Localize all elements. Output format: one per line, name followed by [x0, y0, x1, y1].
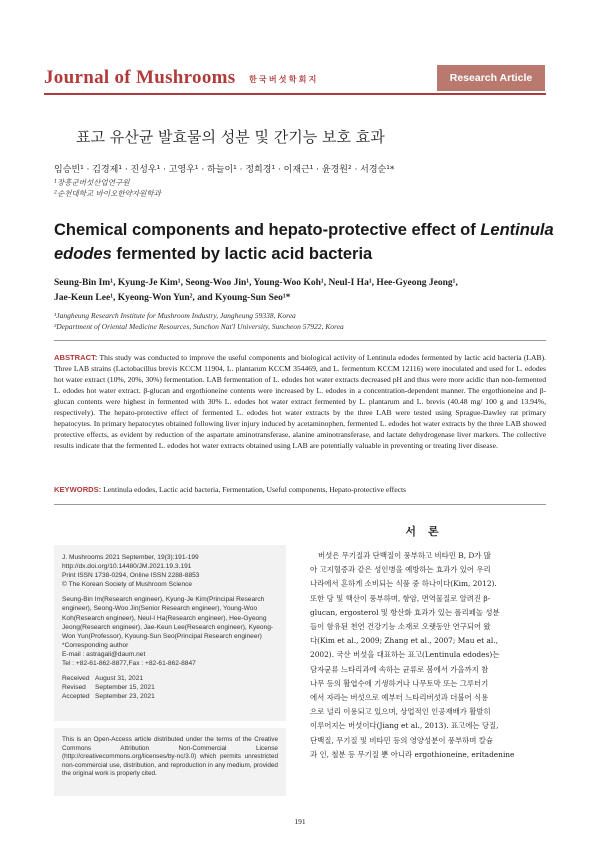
introduction-line: 과 인, 철분 등 무기질 뿐 아니라 ergothioneine, eritadenine	[310, 749, 515, 759]
title-korean: 표고 유산균 발효물의 성분 및 간기능 보호 효과	[76, 128, 385, 146]
header-rule	[44, 93, 546, 95]
affiliation-english-2: ²Department of Oriental Medicine Resources, Sunchon Nat'l University, Suncheon 57922, Korea	[54, 322, 344, 331]
article-info-line: E-mail : astragali@daum.net	[62, 650, 146, 658]
article-info-line: © The Korean Society of Mushroom Science	[62, 581, 193, 589]
introduction-line: 단백질, 무기질 및 비타민 등의 영양성분이 풍부하며 칼슘	[310, 735, 494, 745]
page-number: 191	[294, 817, 306, 826]
affiliation-english-1: ¹Jangheung Research Institute for Mushroom Industry, Jangheung 59338, Korea	[54, 311, 296, 320]
journal-title-korean: 한국버섯학회지	[249, 75, 319, 84]
affiliation-korean-2: ²순천대학교 바이오한약자원학과	[54, 189, 161, 198]
article-info-box	[54, 545, 286, 721]
abstract-text: This study was conducted to improve the useful components and biological activity of Lentinula edodes fermented by lactic acid bacteria (LAB). Three LAB strains (Lactobacillus brevis KCCM 11904, L. plantarum KCCM 354469, and L. fermentum KCCM 12116) were inoculated and used for L. edodes hot water extract (10%, 20%, 30%) fermentation. LAB fermentation of L. edodes hot water extracts decreased pH and thus were more acidic than non-fermented L. edodes hot water extract. β-glucan and ergothioneine contents were increased by L. edodes in a concentration-dependent manner. The ergothioneine and β-glucan contents were highest in fermented with 30% L. edodes hot water extract fermented by L. plantarum and L. brevis (40.48 mg/ 100 g and 13.94%, respectively). The hepato-protective effect of fermented L. edodes hot water extracts by the three LAB were tested using Sprague-Dawley rat primary hepatocytes. In primary hepatocytes obtained following liver injury induced by acetaminophen, fermented L. edodes hot water extracts by the three LAB showed protective effects, as evident by reduction of the aspartate aminotransferase, alanine aminotransferase, and lactate dehydrogenase liver markers. The collective results indicate that the fermented L. edodes hot water extracts obtained using LAB are potentially valuable in preventing or treating liver disease.	[54, 353, 546, 450]
article-date-value: September 15, 2021	[95, 684, 155, 692]
abstract	[54, 352, 546, 451]
article-info-line: Tel : +82-61-862-8877,Fax : +82-61-862-8847	[62, 660, 196, 668]
introduction-line: 버섯은 무기질과 단백질이 풍부하고 비타민 B, D가 많	[318, 551, 491, 560]
article-date-row	[62, 692, 278, 701]
article-date-row	[62, 683, 278, 692]
article-info-line: Print ISSN 1738-0294, Online ISSN 2288-8853	[62, 572, 200, 580]
article-date-value: August 31, 2021	[95, 675, 144, 683]
introduction-line: 나무 등의 활엽수에 기생하거나 나무토막 또는 그루터기	[310, 678, 489, 688]
title-english	[54, 218, 554, 266]
introduction-heading: 서론	[405, 525, 451, 538]
introduction-line: 2002). 국산 버섯을 대표하는 표고(Lentinula edodes)는	[310, 650, 500, 660]
article-info-line: *Corresponding author	[62, 641, 129, 649]
introduction-line: glucan, ergosterol 및 항산화 효과가 있는 폴리페놀 성분	[310, 607, 500, 617]
title-english-part: Chemical components and hepato-protective effect of	[54, 221, 481, 239]
abstract-label: ABSTRACT:	[54, 353, 98, 362]
article-info-line: Won Yun(Professor), Kyoung-Sun Seo(Principal Research engineer)	[62, 632, 262, 640]
article-date-label: Revised	[62, 684, 86, 692]
title-english-species: Lentinula	[480, 221, 554, 239]
article-date-label: Received	[62, 675, 90, 683]
keywords-bottom-rule	[54, 504, 546, 505]
keywords-label: KEYWORDS:	[54, 485, 102, 494]
title-english-part-2: fermented by lactic acid bacteria	[111, 245, 373, 263]
article-date-row	[62, 674, 278, 683]
article-info-line: Koh(Research engineer), Neul-I Ha(Research engineer), Hee-Gyeong	[62, 614, 267, 622]
article-info-line: engineer), Seong-Woo Jin(Senior Research engineer), Young-Woo	[62, 605, 258, 613]
introduction-line: 에서 자라는 버섯으로 예부터 느타리버섯과 더불어 식용	[310, 693, 489, 703]
title-english-species-2: edodes	[54, 245, 112, 263]
article-info-line: Jeong(Research engineer), Jae-Keun Lee(Research engineer), Kyeong-	[62, 623, 274, 631]
open-access-text: This is an Open-Access article distributed under the terms of the Creative Commons Attribution Non-Commercial License (http://creativecommons.org/licenses/by-nc/3.0) which permits unrestricted non-commercial use, distribution, and reproduction in any medium, provided the original work is properly cited.	[62, 736, 278, 777]
research-article-badge: Research Article	[437, 65, 545, 91]
authors-english-line-2: Jae-Keun Lee¹, Kyeong-Won Yun², and Kyoung-Sun Seo¹*	[54, 293, 291, 303]
keywords-text: Lentinula edodes, Lactic acid bacteria, Fermentation, Useful components, Hepato-protective effects	[101, 485, 407, 494]
authors-korean: 임승빈¹ · 김경제¹ · 진성우¹ · 고영우¹ · 하늘이¹ · 정희경¹ · 이재근¹ · 윤경원² · 서경순¹*	[54, 165, 395, 175]
introduction-line: 나라에서 흔하게 소비되는 식품 중 하나이다(Kim, 2012).	[310, 579, 497, 589]
article-date-label: Accepted	[62, 693, 90, 701]
affiliation-korean-1: ¹장흥군버섯산업연구원	[54, 178, 130, 187]
article-info-lines	[62, 553, 278, 668]
article-date-value: September 23, 2021	[95, 693, 155, 701]
article-info-line: Seung-Bin Im(Research engineer), Kyung-Je Kim(Principal Research	[62, 596, 265, 604]
article-dates	[62, 674, 278, 701]
introduction-line: 으로 널리 이용되고 있으며, 상업적인 인공재배가 활발히	[310, 707, 491, 717]
authors-english	[54, 276, 554, 306]
introduction-line: 들이 함유된 천연 건강기능 소재로 오랫동안 연구되어 왔	[310, 622, 491, 632]
introduction-line: 아 고지혈증과 같은 성인병을 예방하는 효과가 있어 우리	[310, 565, 491, 575]
open-access-box	[54, 728, 286, 796]
authors-english-line-1: Seung-Bin Im¹, Kyung-Je Kim¹, Seong-Woo Jin¹, Young-Woo Koh¹, Neul-I Ha¹, Hee-Gyeong Jeong¹,	[54, 278, 458, 288]
introduction-line: 이루어지는 버섯이다(Jiang et al., 2013). 표고에는 당질,	[310, 721, 499, 731]
article-info-line: http://dx.doi.org/10.14480/JM.2021.19.3.191	[62, 563, 192, 571]
introduction-line: 담자균류 느타리과에 속하는 균류로 봄에서 가을까지 참	[310, 664, 489, 674]
introduction-line: 다(Kim et al., 2009; Zhang et al., 2007; Mau et al.,	[310, 636, 498, 646]
article-info-line: J. Mushrooms 2021 September, 19(3):191-199	[62, 554, 199, 561]
keywords	[54, 484, 546, 495]
journal-title: Journal of Mushrooms	[44, 67, 236, 88]
abstract-top-rule	[54, 340, 546, 341]
introduction-body	[310, 549, 546, 762]
introduction-line: 또한 당 및 핵산이 풍부하며, 항암, 면역물질로 알려진 β-	[310, 593, 491, 603]
